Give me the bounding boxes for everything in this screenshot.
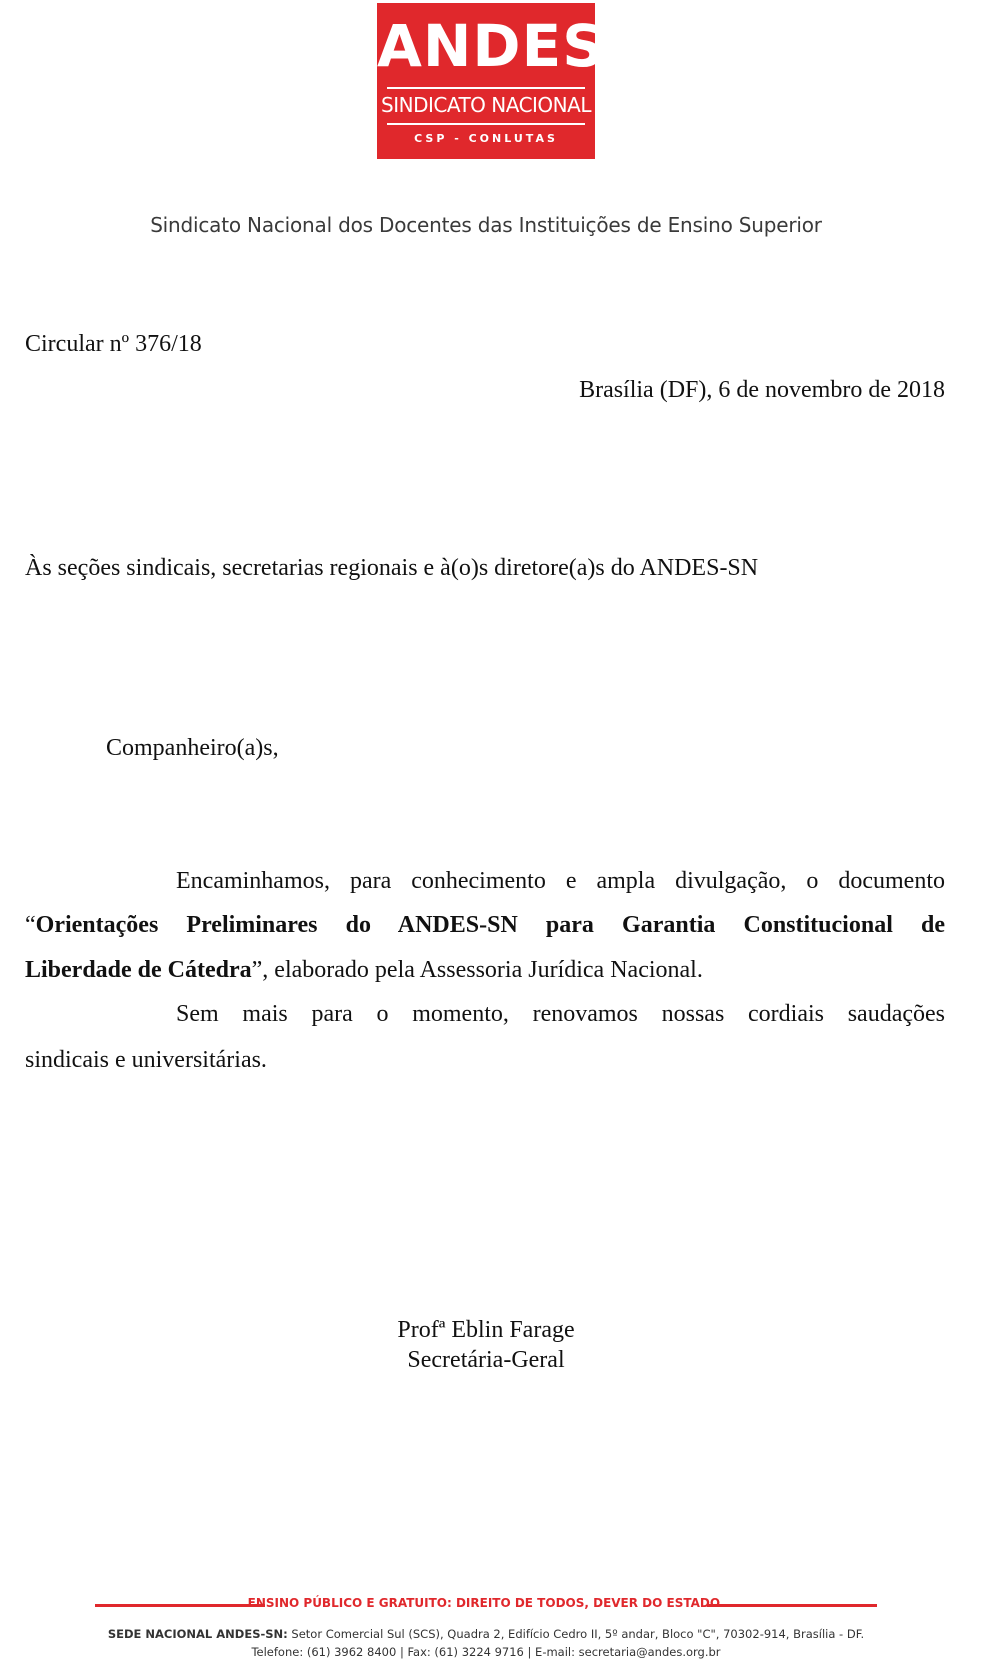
quote-open: “ bbox=[25, 912, 36, 938]
logo-subtitle: SINDICATO NACIONAL bbox=[381, 93, 591, 117]
logo-title: ANDES bbox=[377, 12, 605, 80]
circular-number: Circular nº 376/18 bbox=[25, 331, 202, 357]
footer-address bbox=[0, 1627, 972, 1641]
footer-contact: Telefone: (61) 3962 8400 | Fax: (61) 3224 9716 | E-mail: secretaria@andes.org.br bbox=[251, 1645, 721, 1659]
andes-logo bbox=[377, 3, 605, 159]
footer-address-text: Setor Comercial Sul (SCS), Quadra 2, Edifício Cedro II, 5º andar, Bloco "C", 70302-914, Brasília - DF. bbox=[291, 1627, 865, 1641]
body-tail: ”, elaborado pela Assessoria Jurídica Nacional. bbox=[251, 957, 703, 983]
body-line-2 bbox=[25, 910, 945, 940]
organization-name: Sindicato Nacional dos Docentes das Instituições de Ensino Superior bbox=[150, 213, 822, 237]
signature-title: Secretária-Geral bbox=[407, 1347, 565, 1373]
closing-line-2: sindicais e universitárias. bbox=[25, 1047, 267, 1073]
place-date: Brasília (DF), 6 de novembro de 2018 bbox=[579, 377, 945, 403]
body-line-1: Encaminhamos, para conhecimento e ampla divulgação, o documento bbox=[176, 868, 945, 894]
document-title-part-1: Orientações Preliminares do ANDES-SN para Garantia Constitucional de bbox=[35, 912, 945, 938]
logo-divider-bottom bbox=[387, 123, 585, 125]
recipients: Às seções sindicais, secretarias regionais e à(o)s diretore(a)s do ANDES-SN bbox=[25, 555, 759, 581]
footer-address-label: SEDE NACIONAL ANDES-SN: bbox=[107, 1627, 288, 1641]
body-line-3 bbox=[25, 955, 703, 985]
greeting: Companheiro(a)s, bbox=[106, 735, 279, 761]
document-title-part-2: Liberdade de Cátedra bbox=[25, 957, 252, 983]
closing-line-1: Sem mais para o momento, renovamos nossas cordiais saudações bbox=[176, 1001, 945, 1027]
footer-slogan: ENSINO PÚBLICO E GRATUITO: DIREITO DE TODOS, DEVER DO ESTADO. bbox=[247, 1596, 725, 1610]
signature-name: Profª Eblin Farage bbox=[397, 1317, 575, 1343]
logo-affiliation: CSP - CONLUTAS bbox=[414, 132, 558, 145]
logo-divider-top bbox=[387, 87, 585, 89]
